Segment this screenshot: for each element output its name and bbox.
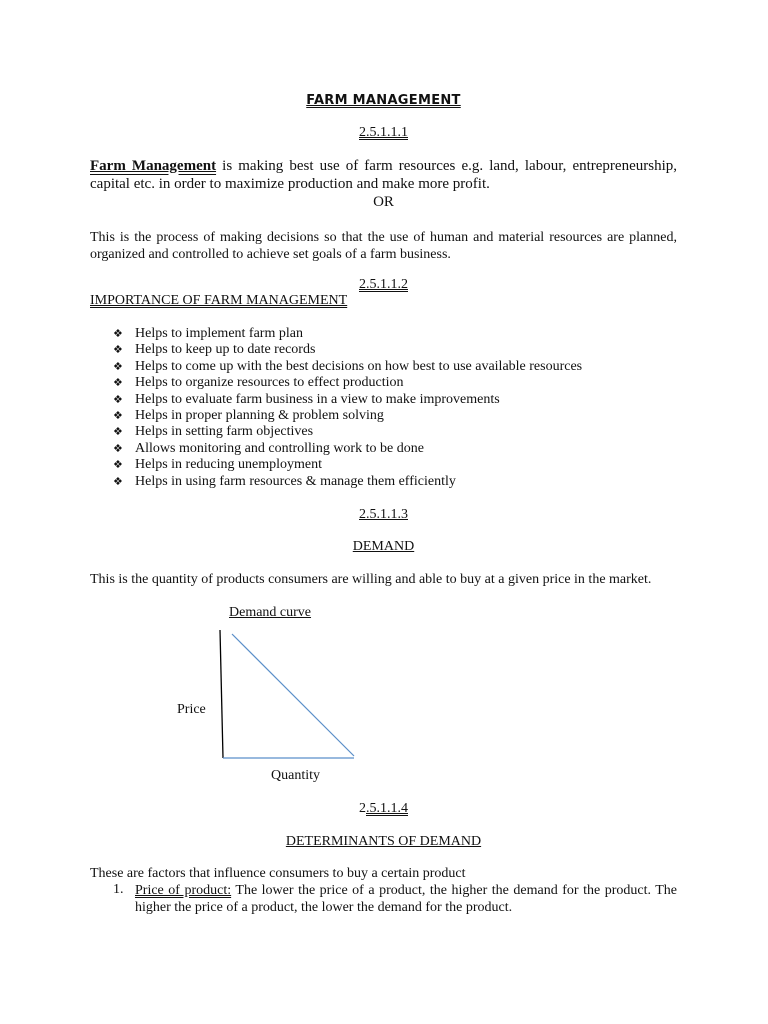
diamond-bullet-icon: ❖ <box>113 327 123 340</box>
determinant-item-1 <box>135 882 677 916</box>
list-item: ❖ Allows monitoring and controlling work to be done <box>113 440 424 456</box>
determinants-heading: DETERMINANTS OF DEMAND <box>285 834 482 849</box>
section-number-4: 2.5.1.1.4 <box>359 801 408 816</box>
importance-heading: IMPORTANCE OF FARM MANAGEMENT <box>90 293 348 308</box>
demand-curve-line <box>232 634 354 756</box>
list-item: ❖ Helps in reducing unemployment <box>113 457 323 473</box>
determinants-intro: These are factors that influence consumers to buy a certain product <box>90 866 466 881</box>
section-number-2: 2.5.1.1.2 <box>359 277 408 292</box>
diamond-bullet-icon: ❖ <box>113 359 123 373</box>
chart-x-label: Quantity <box>271 768 320 783</box>
list-item: ❖ Helps to organize resources to effect production <box>113 375 404 391</box>
y-axis <box>220 630 223 758</box>
definition-text: is making best use of farm resources e.g. land, labour, entrepreneurship, capital etc. in order to maximize production and make more profit. <box>90 158 677 192</box>
determinant-text: The lower the price of a product, the higher the demand for the product. The higher the price of a product, the lower the demand for the product. <box>135 883 677 915</box>
list-item: ❖ Helps to come up with the best decisions on how best to use available resources <box>113 358 583 374</box>
diamond-bullet-icon: ❖ <box>113 458 123 472</box>
section-number-3: 2.5.1.1.3 <box>359 507 408 522</box>
diamond-bullet-icon: ❖ <box>113 408 123 422</box>
definition-term: Farm Management <box>90 158 217 174</box>
determinant-number: 1. <box>113 882 124 897</box>
list-item: ❖ Helps to evaluate farm business in a view to make improvements <box>113 391 500 407</box>
diamond-bullet-icon: ❖ <box>113 343 123 357</box>
chart-title: Demand curve <box>229 605 312 620</box>
demand-definition: This is the quantity of products consumers are willing and able to buy at a given price in the market. <box>90 572 652 587</box>
chart-y-label: Price <box>177 702 206 717</box>
list-item: ❖ Helps to implement farm plan <box>113 326 303 341</box>
list-item: ❖ Helps in setting farm objectives <box>113 424 314 440</box>
list-item: ❖ Helps in proper planning & problem solving <box>113 407 384 423</box>
demand-heading: DEMAND <box>352 539 415 554</box>
page-title: FARM MANAGEMENT <box>306 93 461 108</box>
diamond-bullet-icon: ❖ <box>113 474 123 488</box>
definition-2-paragraph: This is the process of making decisions so that the use of human and material resources are planned, organized and controlled to achieve set goals of a farm business. <box>90 230 677 262</box>
diamond-bullet-icon: ❖ <box>113 376 123 390</box>
list-item: ❖ Helps in using farm resources & manage them efficiently <box>113 473 456 489</box>
determinant-term: Price of product: <box>135 883 232 898</box>
diamond-bullet-icon: ❖ <box>113 392 123 406</box>
definition-paragraph <box>90 157 677 193</box>
diamond-bullet-icon: ❖ <box>113 441 123 455</box>
list-item: ❖ Helps to keep up to date records <box>113 342 316 358</box>
importance-list <box>113 326 582 490</box>
diamond-bullet-icon: ❖ <box>113 425 123 439</box>
demand-curve-chart <box>210 620 370 770</box>
or-separator: OR <box>373 194 394 210</box>
section-number-1: 2.5.1.1.1 <box>359 125 408 140</box>
